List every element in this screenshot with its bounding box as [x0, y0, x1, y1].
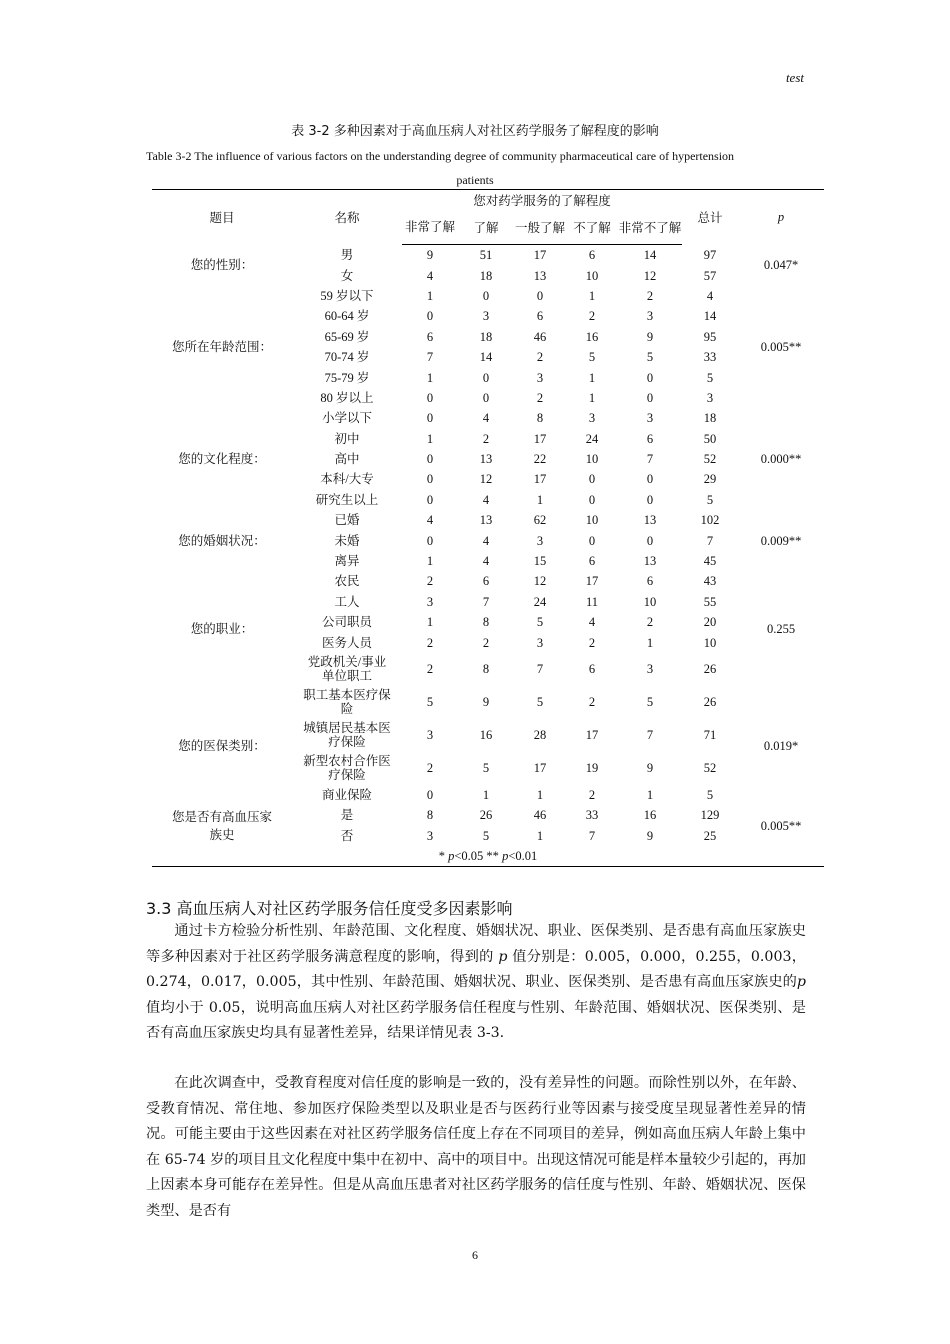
- col-total-header: 总计: [682, 190, 738, 245]
- cell-count: 5: [426, 695, 434, 710]
- cell-count: 18: [479, 268, 493, 283]
- cell-total: 26: [703, 662, 717, 677]
- cell-count: 15: [533, 554, 547, 569]
- cell-count: 4: [588, 615, 596, 630]
- section-title: 3.3 高血压病人对社区药学服务信任度受多因素影响: [146, 899, 513, 918]
- cell-total: 14: [703, 309, 717, 324]
- cell-count: 0: [536, 288, 544, 303]
- cell-total: 57: [703, 268, 717, 283]
- row-p-value: 0.019*: [763, 738, 799, 753]
- row-name: 公司职员: [321, 615, 372, 630]
- table-caption-en-line2: patients: [456, 173, 494, 187]
- cell-count: 24: [585, 431, 599, 446]
- cell-count: 17: [533, 761, 547, 776]
- level-header: 一般了解: [514, 210, 566, 245]
- level-header: 不了解: [566, 210, 618, 245]
- cell-count: 2: [646, 288, 654, 303]
- row-name: 高中: [334, 452, 360, 467]
- cell-count: 4: [482, 554, 490, 569]
- cell-count: 0: [588, 472, 596, 487]
- row-topic: 您的职业：: [190, 621, 254, 636]
- cell-count: 7: [536, 662, 544, 677]
- cell-total: 71: [703, 728, 717, 743]
- para1-p-symbol: p: [796, 974, 806, 991]
- row-name: 小学以下: [321, 411, 372, 426]
- cell-count: 19: [585, 761, 599, 776]
- cell-count: 1: [426, 288, 434, 303]
- cell-total: 95: [703, 329, 717, 344]
- cell-count: 24: [533, 594, 547, 609]
- cell-total: 25: [703, 828, 717, 843]
- row-name: 未婚: [334, 533, 360, 548]
- cell-count: 1: [426, 615, 434, 630]
- cell-count: 3: [646, 411, 654, 426]
- cell-count: 10: [643, 594, 657, 609]
- row-topic: 您是否有高血压家族史: [171, 809, 272, 842]
- cell-count: 7: [646, 728, 654, 743]
- cell-count: 3: [536, 370, 544, 385]
- cell-count: 5: [536, 695, 544, 710]
- cell-count: 2: [426, 662, 434, 677]
- cell-count: 2: [426, 635, 434, 650]
- cell-count: 0: [482, 390, 490, 405]
- cell-count: 6: [588, 662, 596, 677]
- cell-count: 0: [426, 411, 434, 426]
- cell-count: 9: [646, 761, 654, 776]
- cell-count: 2: [646, 615, 654, 630]
- cell-count: 51: [479, 248, 493, 263]
- cell-count: 11: [585, 594, 599, 609]
- cell-total: 3: [706, 390, 714, 405]
- level-header: 非常了解: [402, 210, 458, 245]
- row-name: 59 岁以下: [320, 288, 374, 303]
- running-header: test: [785, 70, 804, 85]
- row-p-value: 0.047*: [763, 258, 799, 273]
- table-row: [152, 805, 824, 825]
- cell-count: 22: [533, 452, 547, 467]
- cell-count: 9: [426, 248, 434, 263]
- cell-count: 10: [585, 268, 599, 283]
- cell-total: 45: [703, 554, 717, 569]
- cell-count: 17: [533, 248, 547, 263]
- cell-total: 52: [703, 452, 717, 467]
- cell-count: 2: [482, 431, 490, 446]
- table-row: [152, 245, 824, 266]
- row-name: 研究生以上: [315, 492, 379, 507]
- cell-count: 3: [536, 533, 544, 548]
- row-name: 初中: [334, 431, 360, 446]
- row-p-value: 0.000**: [760, 452, 802, 467]
- cell-count: 16: [479, 728, 493, 743]
- table-body: [152, 245, 824, 867]
- cell-total: 10: [703, 635, 717, 650]
- paragraph-1: [146, 919, 806, 1047]
- row-name: 本科/大专: [320, 472, 374, 487]
- table-row: [152, 408, 824, 428]
- cell-total: 4: [706, 288, 714, 303]
- cell-count: 1: [588, 370, 596, 385]
- cell-total: 7: [706, 533, 714, 548]
- row-name: 否: [340, 828, 354, 843]
- cell-count: 2: [588, 635, 596, 650]
- cell-count: 5: [536, 615, 544, 630]
- cell-total: 102: [700, 513, 720, 528]
- cell-count: 0: [426, 472, 434, 487]
- cell-total: 97: [703, 247, 717, 262]
- row-name: 离异: [334, 554, 360, 569]
- row-p-value: 0.009**: [760, 533, 802, 548]
- cell-total: 55: [703, 594, 717, 609]
- table-caption-en: [146, 144, 804, 192]
- table-caption-en-line1: Table 3-2 The influence of various factors on the understanding degree of community pharmaceutical care of hypertension: [146, 149, 735, 163]
- cell-count: 3: [536, 635, 544, 650]
- cell-count: 5: [482, 761, 490, 776]
- cell-count: 0: [646, 492, 654, 507]
- row-name: 城镇居民基本医疗保险: [303, 721, 391, 750]
- para1-text-b: 值分别是：0.005，0.000，0.255，0.003，0.274，0.017，0.005，其中性别、年龄范围、婚姻状况、职业、医保类别、是否患有高血压家族史的: [146, 948, 806, 991]
- cell-count: 0: [482, 288, 490, 303]
- cell-count: 14: [479, 350, 493, 365]
- cell-count: 17: [533, 472, 547, 487]
- cell-count: 10: [585, 452, 599, 467]
- cell-count: 1: [536, 828, 544, 843]
- cell-count: 13: [479, 513, 493, 528]
- cell-count: 1: [426, 370, 434, 385]
- cell-count: 3: [482, 309, 490, 324]
- cell-total: 29: [703, 472, 717, 487]
- cell-count: 10: [585, 513, 599, 528]
- cell-count: 2: [588, 309, 596, 324]
- cell-count: 3: [426, 594, 434, 609]
- footnote-part: p: [448, 849, 455, 864]
- cell-count: 0: [426, 390, 434, 405]
- cell-count: 6: [588, 554, 596, 569]
- cell-count: 1: [588, 288, 596, 303]
- row-name: 女: [340, 268, 354, 283]
- para1-text-c: 值均小于 0.05，说明高血压病人对社区药学服务信任程度与性别、年龄范围、婚姻状况、医保类别、是否有高血压家族史均具有显著性差异，结果详情见表 3-3.: [146, 999, 806, 1042]
- cell-count: 2: [426, 574, 434, 589]
- cell-count: 1: [588, 390, 596, 405]
- cell-count: 1: [646, 788, 654, 802]
- cell-count: 5: [646, 350, 654, 365]
- cell-count: 6: [646, 574, 654, 589]
- cell-total: 20: [703, 615, 717, 630]
- row-name: 已婚: [334, 513, 360, 528]
- row-topic: 您的性别：: [190, 258, 254, 273]
- cell-count: 16: [643, 808, 657, 823]
- table-row: [152, 286, 824, 306]
- cell-count: 1: [646, 635, 654, 650]
- cell-count: 8: [536, 411, 544, 426]
- para1-p-symbol: p: [498, 948, 508, 965]
- row-name: 新型农村合作医疗保险: [303, 754, 391, 783]
- cell-count: 12: [533, 574, 547, 589]
- cell-count: 33: [585, 808, 599, 823]
- cell-count: 0: [426, 533, 434, 548]
- cell-count: 6: [588, 248, 596, 263]
- cell-count: 0: [426, 309, 434, 324]
- cell-count: 0: [646, 472, 654, 487]
- cell-count: 12: [643, 268, 657, 283]
- row-name: 80 岁以上: [320, 390, 374, 405]
- cell-count: 8: [426, 808, 434, 823]
- row-name: 男: [340, 247, 354, 262]
- cell-count: 13: [643, 513, 657, 528]
- cell-count: 13: [533, 268, 547, 283]
- row-name: 职工基本医疗保险: [303, 688, 391, 717]
- footnote-part: <0.05 **: [454, 849, 503, 864]
- cell-count: 1: [426, 431, 434, 446]
- paragraph-2: [146, 1071, 806, 1225]
- cell-count: 17: [585, 728, 599, 743]
- cell-count: 4: [482, 533, 490, 548]
- cell-count: 12: [479, 472, 493, 487]
- row-name: 65-69 岁: [324, 329, 370, 344]
- cell-count: 5: [646, 695, 654, 710]
- table-row: [152, 571, 824, 591]
- cell-count: 5: [588, 350, 596, 365]
- cell-total: 26: [703, 695, 717, 710]
- cell-count: 62: [533, 513, 547, 528]
- row-topic: 您所在年龄范围：: [171, 339, 272, 354]
- row-name: 工人: [334, 594, 360, 609]
- cell-count: 7: [482, 594, 490, 609]
- row-name: 党政机关/事业单位职工: [307, 655, 387, 684]
- cell-total: 5: [706, 370, 714, 385]
- cell-count: 1: [536, 492, 544, 507]
- cell-count: 3: [646, 309, 654, 324]
- cell-count: 2: [426, 761, 434, 776]
- cell-count: 4: [482, 411, 490, 426]
- cell-count: 28: [533, 728, 547, 743]
- footnote-part: p: [502, 849, 509, 864]
- cell-count: 0: [588, 492, 596, 507]
- cell-total: 129: [700, 808, 720, 823]
- cell-count: 8: [482, 615, 490, 630]
- cell-count: 3: [426, 728, 434, 743]
- cell-total: 50: [703, 431, 717, 446]
- cell-count: 16: [585, 329, 599, 344]
- col-p-header: p: [738, 190, 824, 245]
- page-number: 6: [472, 1248, 478, 1262]
- cell-count: 7: [588, 828, 596, 843]
- cell-total: 5: [706, 492, 714, 507]
- row-name: 75-79 岁: [324, 370, 370, 385]
- cell-count: 7: [646, 452, 654, 467]
- footnote-part: *: [438, 849, 449, 864]
- para2-text: 在此次调查中，受教育程度对信任度的影响是一致的，没有差异性的问题。而除性别以外，在年龄、受教育情况、常住地、参加医疗保险类型以及职业是否与医药行业等因素与接受度呈现显著性差异的情况。可能主要由于这些因素在对社区药学服务信任度上存在不同项目的差异，例如高血压病人年龄上集中在 65-74 岁的项目且文化程度中集中在初中、高中的项目中。出现这情况可能是样本量较少引起的，再加上因素本身可能存在差异性。但是从高血压患者对社区药学服务的信任度与性别、年龄、婚姻状况、医保类型、是否有: [146, 1075, 806, 1219]
- cell-count: 6: [482, 574, 490, 589]
- cell-count: 2: [482, 635, 490, 650]
- group-header: 您对药学服务的了解程度: [402, 190, 682, 211]
- cell-count: 17: [585, 574, 599, 589]
- row-name: 医务人员: [321, 635, 372, 650]
- row-topic: 您的文化程度：: [178, 452, 266, 467]
- cell-count: 3: [588, 411, 596, 426]
- col-topic-header: 题目: [152, 190, 292, 245]
- cell-count: 6: [646, 431, 654, 446]
- cell-count: 13: [479, 452, 493, 467]
- cell-count: 1: [536, 788, 544, 802]
- cell-total: 52: [703, 761, 717, 776]
- cell-count: 0: [646, 370, 654, 385]
- cell-count: 26: [479, 808, 493, 823]
- cell-count: 17: [533, 431, 547, 446]
- cell-count: 3: [646, 662, 654, 677]
- cell-total: 5: [706, 788, 714, 802]
- cell-count: 0: [588, 533, 596, 548]
- level-header: 了解: [458, 210, 514, 245]
- row-p-value: 0.005**: [760, 818, 802, 833]
- cell-count: 14: [643, 248, 657, 263]
- table-footnote: [152, 846, 824, 867]
- row-p-value: 0.005**: [760, 339, 802, 354]
- cell-count: 9: [482, 695, 490, 710]
- cell-count: 9: [646, 828, 654, 843]
- cell-count: 4: [426, 268, 434, 283]
- cell-count: 46: [533, 329, 547, 344]
- cell-count: 5: [482, 828, 490, 843]
- cell-count: 2: [588, 788, 596, 802]
- cell-count: 0: [426, 452, 434, 467]
- cell-count: 1: [482, 788, 490, 802]
- level-header: 非常不了解: [618, 210, 682, 245]
- col-name-header: 名称: [292, 190, 402, 245]
- cell-count: 0: [426, 492, 434, 507]
- cell-total: 18: [703, 411, 717, 426]
- cell-count: 46: [533, 808, 547, 823]
- cell-count: 13: [643, 554, 657, 569]
- cell-total: 43: [703, 574, 717, 589]
- cell-count: 18: [479, 329, 493, 344]
- cell-count: 4: [482, 492, 490, 507]
- table-footnote-row: [152, 846, 824, 867]
- cell-count: 0: [646, 390, 654, 405]
- footnote-part: <0.01: [508, 849, 538, 864]
- cell-count: 0: [482, 370, 490, 385]
- cell-count: 2: [588, 695, 596, 710]
- cell-count: 3: [426, 828, 434, 843]
- row-name: 60-64 岁: [324, 309, 370, 324]
- cell-count: 0: [646, 533, 654, 548]
- cell-count: 6: [426, 329, 434, 344]
- cell-count: 2: [536, 390, 544, 405]
- row-p-value: 0.255: [766, 621, 796, 636]
- row-topic: 您的婚姻状况：: [178, 533, 266, 548]
- cell-count: 0: [426, 788, 434, 802]
- cell-count: 4: [426, 513, 434, 528]
- cell-total: 33: [703, 350, 717, 365]
- table-caption-cn: 表 3-2 多种因素对于高血压病人对社区药学服务了解程度的影响: [291, 124, 659, 139]
- row-name: 商业保险: [321, 788, 372, 802]
- table-row: [152, 686, 824, 719]
- cell-count: 1: [426, 554, 434, 569]
- para1-text-a: 通过卡方检验分析性别、年龄范围、文化程度、婚姻状况、职业、医保类别、是否患有高血压家族史等多种因素对于社区药学服务满意程度的影响，得到的: [146, 923, 806, 965]
- cell-count: 6: [536, 309, 544, 324]
- row-name: 农民: [334, 574, 360, 589]
- row-name: 是: [340, 808, 354, 823]
- data-table: [152, 189, 824, 867]
- row-name: 70-74 岁: [324, 350, 370, 365]
- table-row: [152, 510, 824, 530]
- cell-count: 2: [536, 350, 544, 365]
- cell-count: 8: [482, 662, 490, 677]
- cell-count: 7: [426, 350, 434, 365]
- cell-count: 9: [646, 329, 654, 344]
- row-topic: 您的医保类别：: [178, 738, 266, 753]
